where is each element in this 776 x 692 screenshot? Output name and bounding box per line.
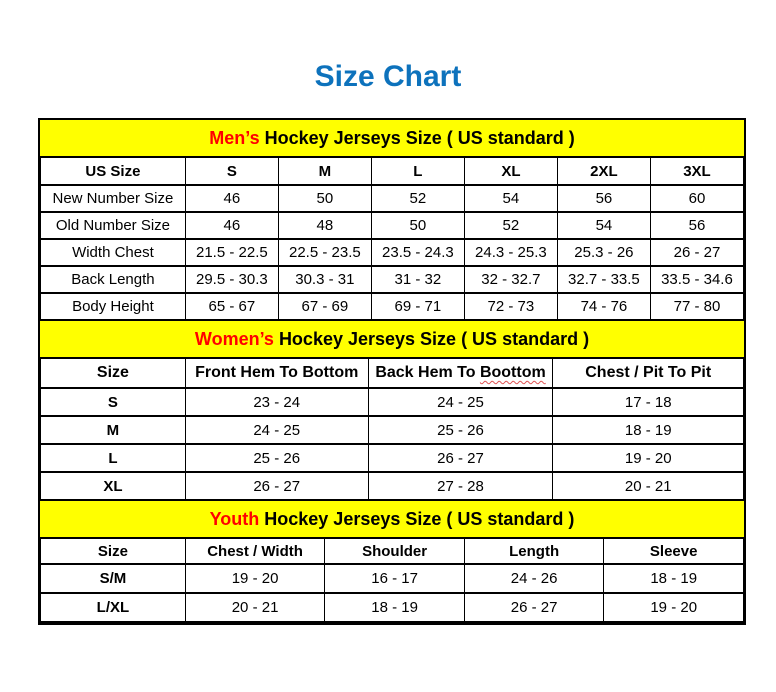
mens-section-banner: [40, 120, 744, 156]
size-value-cell: 26 - 27: [650, 239, 743, 266]
size-value-cell: 25.3 - 26: [557, 239, 650, 266]
size-chart: [38, 118, 746, 625]
table-row-old-number-size: [41, 212, 744, 239]
size-value-cell: 50: [371, 212, 464, 239]
youth-banner-highlight: Youth: [209, 508, 260, 529]
size-value-cell: 18 - 19: [553, 416, 744, 444]
size-value-cell: 65 - 67: [185, 293, 278, 320]
size-value-cell: 23.5 - 24.3: [371, 239, 464, 266]
size-value-cell: 20 - 21: [185, 593, 325, 622]
size-value-cell: 46: [185, 212, 278, 239]
size-value-cell: 18 - 19: [325, 593, 465, 622]
size-value-cell: 19 - 20: [604, 593, 744, 622]
table-row-women-s: [41, 388, 744, 416]
page-title: Size Chart: [314, 60, 462, 93]
size-value-cell: 52: [464, 212, 557, 239]
size-value-cell: 54: [557, 212, 650, 239]
size-value-cell: 46: [185, 185, 278, 212]
row-label: XL: [41, 472, 186, 500]
size-value-cell: 22.5 - 23.5: [278, 239, 371, 266]
size-value-cell: 24 - 25: [368, 388, 553, 416]
size-value-cell: 24.3 - 25.3: [464, 239, 557, 266]
row-label: L/XL: [41, 593, 186, 622]
table-row-body-height: [41, 293, 744, 320]
column-header-l: L: [371, 157, 464, 185]
size-value-cell: 20 - 21: [553, 472, 744, 500]
size-value-cell: 23 - 24: [185, 388, 368, 416]
womens-header-row: [41, 358, 744, 388]
table-row-women-l: [41, 444, 744, 472]
womens-size-table: [40, 357, 744, 501]
table-row-new-number-size: [41, 185, 744, 212]
youth-banner-text: Hockey Jerseys Size ( US standard ): [259, 508, 575, 529]
size-value-cell: 32 - 32.7: [464, 266, 557, 293]
womens-section-banner: [40, 321, 744, 357]
column-header-shoulder: Shoulder: [325, 538, 465, 564]
womens-banner-text: Hockey Jerseys Size ( US standard ): [273, 328, 590, 349]
size-value-cell: 31 - 32: [371, 266, 464, 293]
youth-header-row: [41, 538, 744, 564]
table-row-women-m: [41, 416, 744, 444]
size-value-cell: 24 - 25: [185, 416, 368, 444]
row-label: Back Length: [41, 266, 186, 293]
table-row-back-length: [41, 266, 744, 293]
size-value-cell: 48: [278, 212, 371, 239]
mens-banner-highlight: Men’s: [209, 127, 260, 148]
size-value-cell: 56: [650, 212, 743, 239]
size-value-cell: 17 - 18: [553, 388, 744, 416]
size-value-cell: 56: [557, 185, 650, 212]
mens-header-row: [41, 157, 744, 185]
row-label: L: [41, 444, 186, 472]
size-value-cell: 32.7 - 33.5: [557, 266, 650, 293]
size-value-cell: 21.5 - 22.5: [185, 239, 278, 266]
column-header-back-hem: [368, 358, 553, 388]
row-label: Old Number Size: [41, 212, 186, 239]
column-header-s: S: [185, 157, 278, 185]
size-value-cell: 26 - 27: [368, 444, 553, 472]
row-label: S/M: [41, 564, 186, 593]
column-header-chest-width: Chest / Width: [185, 538, 325, 564]
table-row-women-xl: [41, 472, 744, 500]
row-label: Body Height: [41, 293, 186, 320]
size-value-cell: 77 - 80: [650, 293, 743, 320]
size-value-cell: 50: [278, 185, 371, 212]
column-header-m: M: [278, 157, 371, 185]
back-hem-label-typo-word: Boottom: [479, 364, 546, 381]
size-value-cell: 26 - 27: [464, 593, 604, 622]
column-header-size: Size: [41, 358, 186, 388]
column-header-2xl: 2XL: [557, 157, 650, 185]
back-hem-label-prefix: Back Hem To: [375, 364, 480, 381]
row-label: New Number Size: [41, 185, 186, 212]
row-label: Width Chest: [41, 239, 186, 266]
size-value-cell: 72 - 73: [464, 293, 557, 320]
size-value-cell: 69 - 71: [371, 293, 464, 320]
row-label: S: [41, 388, 186, 416]
column-header-front-hem: Front Hem To Bottom: [185, 358, 368, 388]
size-value-cell: 16 - 17: [325, 564, 465, 593]
size-value-cell: 30.3 - 31: [278, 266, 371, 293]
mens-banner-text: Hockey Jerseys Size ( US standard ): [259, 127, 575, 148]
column-header-us-size: US Size: [41, 157, 186, 185]
column-header-chest-pit: Chest / Pit To Pit: [553, 358, 744, 388]
size-value-cell: 26 - 27: [185, 472, 368, 500]
column-header-length: Length: [464, 538, 604, 564]
size-value-cell: 19 - 20: [185, 564, 325, 593]
table-row-youth-sm: [41, 564, 744, 593]
column-header-sleeve: Sleeve: [604, 538, 744, 564]
size-value-cell: 25 - 26: [185, 444, 368, 472]
size-value-cell: 29.5 - 30.3: [185, 266, 278, 293]
size-value-cell: 19 - 20: [553, 444, 744, 472]
size-value-cell: 33.5 - 34.6: [650, 266, 743, 293]
size-value-cell: 25 - 26: [368, 416, 553, 444]
size-value-cell: 52: [371, 185, 464, 212]
size-value-cell: 18 - 19: [604, 564, 744, 593]
youth-size-table: [40, 537, 744, 623]
size-value-cell: 24 - 26: [464, 564, 604, 593]
size-value-cell: 74 - 76: [557, 293, 650, 320]
column-header-size: Size: [41, 538, 186, 564]
table-row-width-chest: [41, 239, 744, 266]
size-value-cell: 60: [650, 185, 743, 212]
youth-section-banner: [40, 501, 744, 537]
size-value-cell: 27 - 28: [368, 472, 553, 500]
column-header-xl: XL: [464, 157, 557, 185]
womens-banner-highlight: Women’s: [194, 328, 274, 349]
size-value-cell: 67 - 69: [278, 293, 371, 320]
row-label: M: [41, 416, 186, 444]
size-value-cell: 54: [464, 185, 557, 212]
column-header-3xl: 3XL: [650, 157, 743, 185]
mens-size-table: [40, 156, 744, 321]
table-row-youth-lxl: [41, 593, 744, 622]
